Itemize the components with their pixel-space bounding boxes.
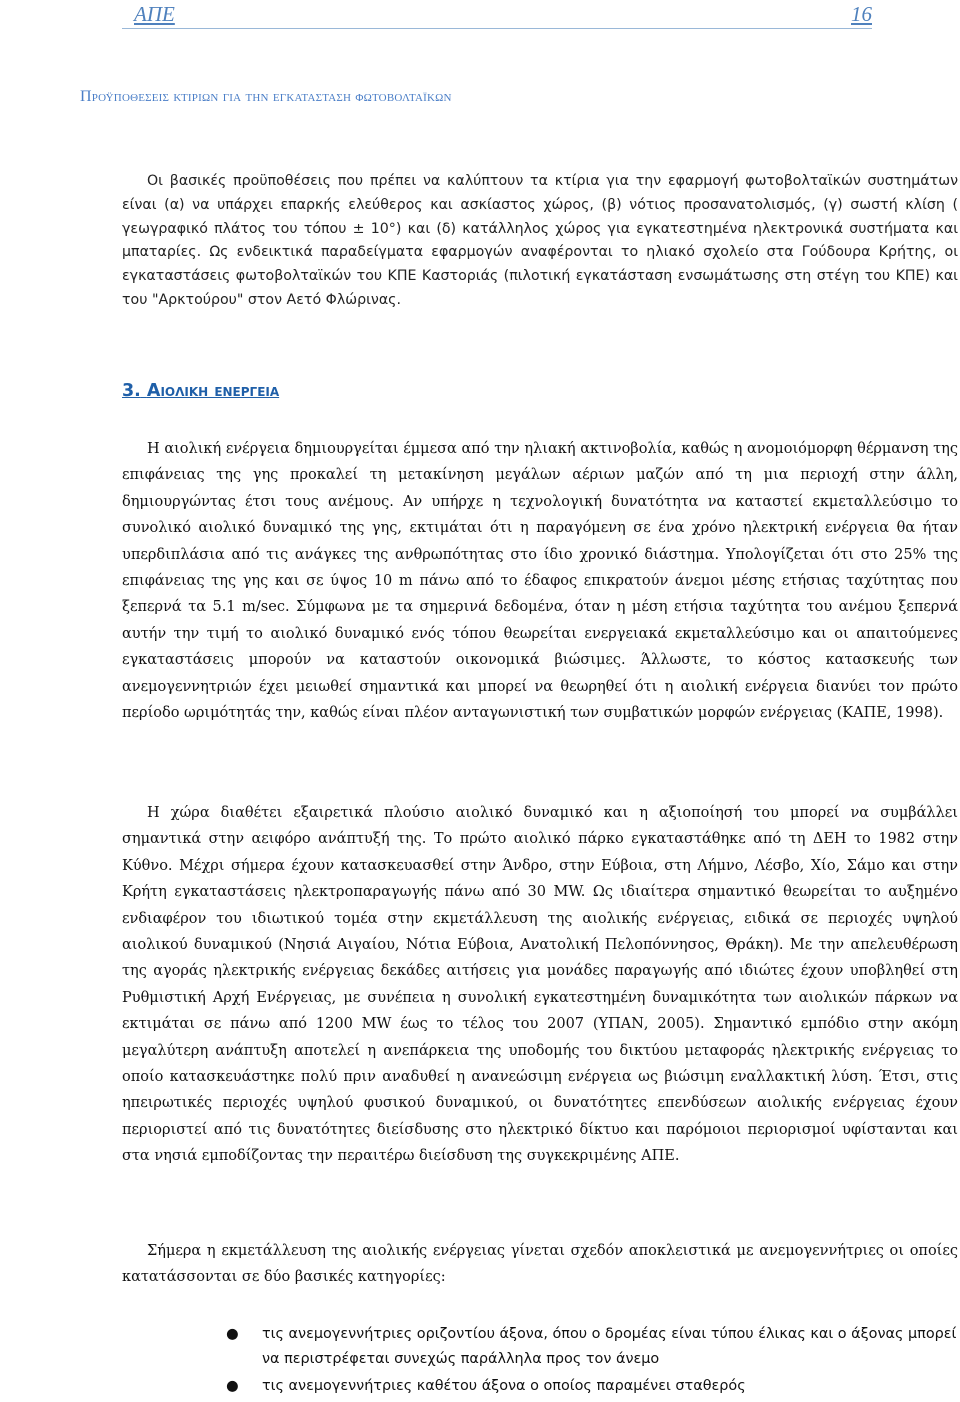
paragraph-wind-turbine-categories: Σήμερα η εκμετάλλευση της αιολικής ενέργειας γίνεται σχεδόν αποκλειστικά με ανεμογεννήτριες οι οποίες κατατάσσονται σε δύο βασικές κατηγορίες: bbox=[122, 1243, 958, 1286]
paragraph-photovoltaic-requirements: Οι βασικές προϋποθέσεις που πρέπει να καλύπτουν τα κτίρια για την εφαρμογή φωτοβολταϊκών συστημάτων είναι (α) να υπάρχει επαρκής ελεύθερος και ασκίαστος χώρος, (β) νότιος προσανατολισμός, (γ) σωστή κλίση ( γεωγραφικό πλάτος του τόπου ± 10°) και (δ) κατάλληλος χώρος για εγκατεστημένα ηλεκτρονικά συστήματα και μπαταρίες. Ως ενδεικτικά παραδείγματα εφαρμογών αναφέρονται το ηλιακό σχολείο στα Γούδουρα Κρήτης, οι εγκαταστάσεις φωτοβολταϊκών του ΚΠΕ Καστοριάς (πιλοτική εγκατάσταση ενσωμάτωσης στη στέγη του ΚΠΕ) και του "Αρκτούρου" στον Αετό Φλώρινας. bbox=[122, 173, 958, 308]
paragraph-wind-energy-intro: Η αιολική ενέργεια δημιουργείται έμμεσα από την ηλιακή ακτινοβολία, καθώς η ανομοιόμορφη θέρμανση της επιφάνειας της γης προκαλεί τη μετακίνηση μεγάλων αέριων μαζών από τη μια περιοχή στην άλλη, δημιουργώντας έτσι τους ανέμους. Αν υπήρχε η τεχνολογική δυνατότητα να καταστεί εκμεταλλεύσιμο το συνολικό αιολικό δυναμικό της γης, εκτιμάται ότι η παραγόμενη σε ένα χρόνο ηλεκτρική ενέργεια θα ήταν υπερδιπλάσια από τις ανάγκες της ανθρωπότητας στο ίδιο χρονικό διάστημα. Υπολογίζεται ότι στο 25% της επιφάνειας της γης και σε ύψος 10 m πάνω από το έδαφος επικρατούν άνεμοι μέσης ετήσιας ταχύτητας που ξεπερνά τα 5.1 m/sec. Σύμφωνα με τα σημερινά δεδομένα, όταν η μέση ετήσια ταχύτητα του ανέμου ξεπερνά αυτήν την τιμή το αιολικό δυναμικό ενός τόπου θεωρείται ενεργειακά εκμεταλλεύσιμο και οι απαιτούμενες εγκαταστάσεις μπορούν να καταστούν οικονομικά βιώσιμες. Άλλωστε, το κόστος κατασκευής των ανεμογεννητριών έχει μειωθεί σημαντικά και μπορεί να θεωρηθεί ότι η αιολική ενέργεια διανύει τον πρώτο περίοδο ωριμότητάς την, καθώς είναι πλέον ανταγωνιστική των συμβατικών μορφών ενέργειας (ΚΑΠΕ, 1998). bbox=[122, 441, 958, 722]
page-number: 16 bbox=[851, 2, 872, 26]
chapter-number: 3. bbox=[122, 381, 141, 401]
list-item bbox=[226, 1322, 958, 1371]
chapter-heading bbox=[122, 381, 279, 401]
bullet-icon: ● bbox=[226, 1378, 239, 1394]
header-title: ΑΠΕ bbox=[134, 2, 175, 26]
page-header bbox=[122, 2, 872, 29]
chapter-title: Αιολικη ενεργεια bbox=[146, 381, 280, 401]
list-item bbox=[226, 1374, 958, 1399]
list-item-text: τις ανεμογεννήτριες οριζοντίου άξονα, όπου ο δρομέας είναι τύπου έλικας και ο άξονας μπορεί να περιστρέφεται συνεχώς παράλληλα προς τον άνεμο bbox=[262, 1326, 957, 1367]
bullet-icon: ● bbox=[226, 1326, 239, 1342]
turbine-types-list bbox=[226, 1322, 958, 1402]
paragraph-wind-energy-greece: Η χώρα διαθέτει εξαιρετικά πλούσιο αιολικό δυναμικό και η αξιοποίησή του μπορεί να συμβάλλει σημαντικά στην αειφόρο ανάπτυξή της. Το πρώτο αιολικό πάρκο εγκαταστάθηκε από τη ΔΕΗ το 1982 στην Κύθνο. Μέχρι σήμερα έχουν κατασκευασθεί στην Άνδρο, στην Εύβοια, στη Λήμνο, Λέσβο, Χίο, Σάμο και στην Κρήτη εγκαταστάσεις ηλεκτροπαραγωγής πάνω από 30 MW. Ως ιδιαίτερα σημαντικό θεωρείται το αυξημένο ενδιαφέρον του ιδιωτικού τομέα στην εκμετάλλευση της αιολικής ενέργειας, ειδικά σε περιοχές υψηλού αιολικού δυναμικού (Νησιά Αιγαίου, Νότια Εύβοια, Ανατολική Πελοπόννησος, Θράκη). Με την απελευθέρωση της αγοράς ηλεκτρικής ενέργειας δεκάδες αιτήσεις για μονάδες παραγωγής από ιδιώτες έχουν υποβληθεί στη Ρυθμιστική Αρχή Ενέργειας, με συνέπεια η συνολική εγκατεστημένη δυναμικότητα των αιολικών πάρκων να εκτιμάται σε πάνω από 1200 MW έως το τέλος του 2007 (ΥΠΑΝ, 2005). Σημαντικό εμπόδιο στην ακόμη μεγαλύτερη ανάπτυξη αποτελεί η ανεπάρκεια της υποδομής του δικτύου μεταφοράς ηλεκτρικής ενέργειας το οποίο κατασκευάστηκε πολύ πριν αναδυθεί η ανανεώσιμη ενέργεια ως βιώσιμη εναλλακτική λύση. Έτσι, στις ηπειρωτικές περιοχές υψηλού φυσικού δυναμικού, οι δυνατότητες επενδύσεων αιολικής ενέργειας έχουν περιοριστεί από τις δυνατότητες διείσδυσης στο ηλεκτρικό δίκτυο και παρόμοιοι περιορισμοί υφίστανται και στα νησιά εμποδίζοντας την περαιτέρω διείσδυση της συγκεκριμένης ΑΠΕ. bbox=[122, 805, 958, 1165]
section-title: Προϋποθεσεισ κτιριων για την εγκατασταση φωτοβολταϊκων bbox=[80, 88, 452, 105]
list-item-text: τις ανεμογεννήτριες καθέτου άξονα ο οποίος παραμένει σταθερός bbox=[262, 1378, 746, 1394]
